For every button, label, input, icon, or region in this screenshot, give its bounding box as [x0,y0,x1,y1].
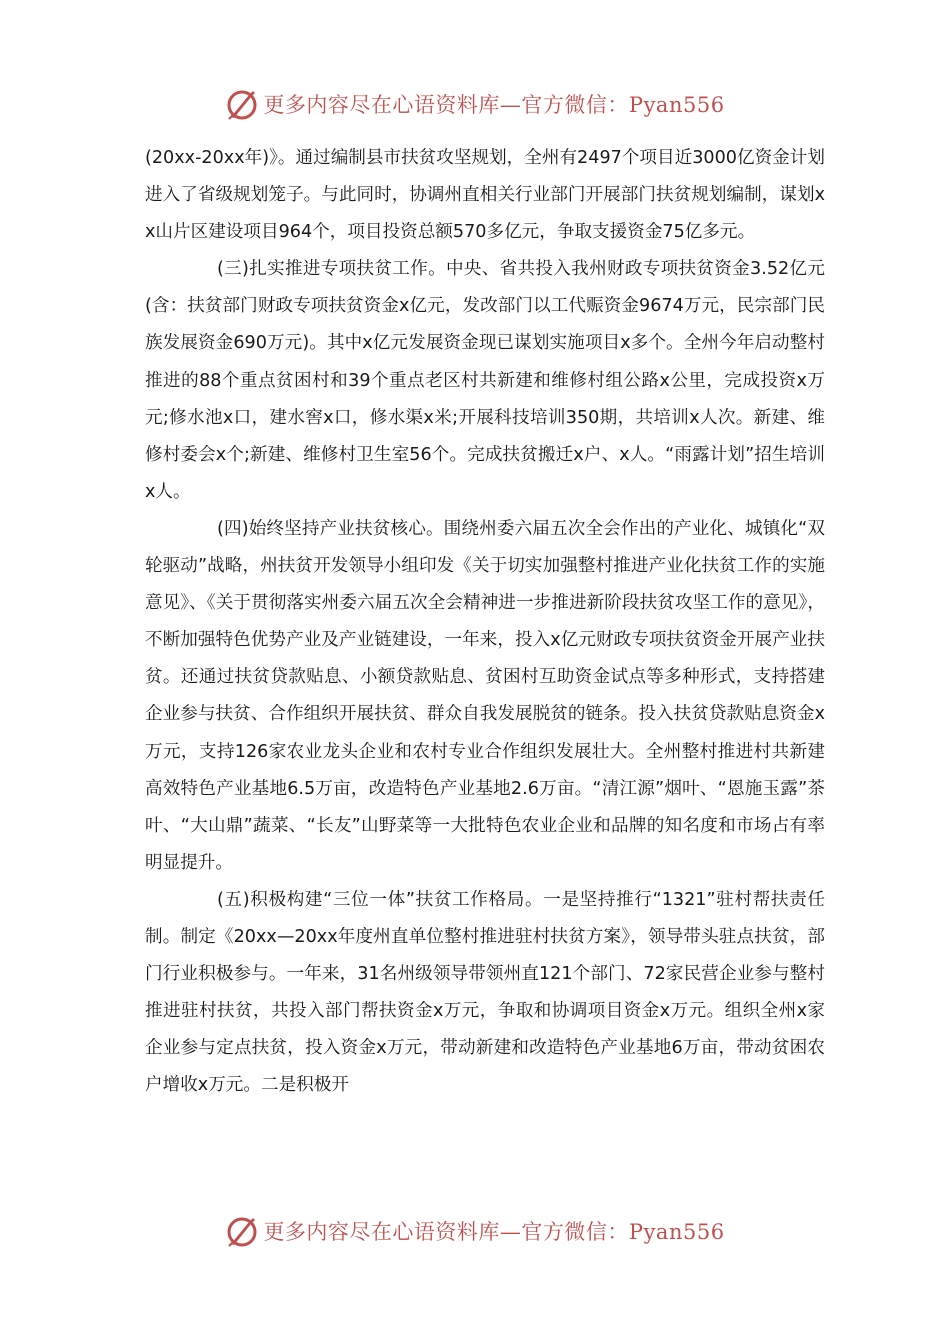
paragraph-continued: (20xx-20xx年)》。通过编制县市扶贫攻坚规划，全州有2497个项目近3000亿资金计划进入了省级规划笼子。与此同时，协调州直相关行业部门开展部门扶贫规划编制，谋划xx山片区建设项目964个，项目投资总额570多亿元，争取支援资金75亿多元。 [145,148,825,243]
header-banner [0,84,950,124]
pen-circle-logo-icon [225,87,259,121]
paragraph-section-4: (四)始终坚持产业扶贫核心。围绕州委六届五次全会作出的产业化、城镇化“双轮驱动”战略，州扶贫开发领导小组印发《关于切实加强整村推进产业化扶贫工作的实施意见》、《关于贯彻落实州委六届五次全会精神进一步推进新阶段扶贫攻坚工作的意见》，不断加强特色优势产业及产业链建设，一年来，投入x亿元财政专项扶贫资金开展产业扶贫。还通过扶贫贷款贴息、小额贷款贴息、贫困村互助资金试点等多种形式，支持搭建企业参与扶贫、合作组织开展扶贫、群众自我发展脱贫的链条。投入扶贫贷款贴息资金x万元，支持126家农业龙头企业和农村专业合作组织发展壮大。全州整村推进村共新建高效特色产业基地6.5万亩，改造特色产业基地2.6万亩。“清江源”烟叶、“恩施玉露”茶叶、“大山鼎”蔬菜、“长友”山野菜等一大批特色农业企业和品牌的知名度和市场占有率明显提升。 [145,518,825,873]
footer-banner [0,1211,950,1251]
pen-circle-logo-icon [225,1214,259,1248]
header-banner-text: 更多内容尽在心语资料库—官方微信：Pyan556 [263,93,725,117]
paragraph-section-5: (五)积极构建“三位一体”扶贫工作格局。一是坚持推行“1321”驻村帮扶责任制。制定《20xx—20xx年度州直单位整村推进驻村扶贫方案》，领导带头驻点扶贫，部门行业积极参与。一年来，31名州级领导带领州直121个部门、72家民营企业参与整村推进驻村扶贫，共投入部门帮扶资金x万元，争取和协调项目资金x万元。组织全州x家企业参与定点扶贫，投入资金x万元，带动新建和改造特色产业基地6万亩，带动贫困农户增收x万元。二是积极开 [145,889,825,1096]
footer-banner-text: 更多内容尽在心语资料库—官方微信：Pyan556 [263,1220,725,1244]
paragraph-section-3: (三)扎实推进专项扶贫工作。中央、省共投入我州财政专项扶贫资金3.52亿元(含：扶贫部门财政专项扶贫资金x亿元，发改部门以工代赈资金9674万元，民宗部门民族发展资金690万元)。其中x亿元发展资金现已谋划实施项目x多个。全州今年启动整村推进的88个重点贫困村和39个重点老区村共新建和维修村组公路x公里，完成投资x万元;修水池x口，建水窖x口，修水渠x米;开展科技培训350期，共培训x人次。新建、维修村委会x个;新建、维修村卫生室56个。完成扶贫搬迁x户、x人。“雨露计划”招生培训x人。 [145,259,825,502]
document-body [145,140,825,1104]
